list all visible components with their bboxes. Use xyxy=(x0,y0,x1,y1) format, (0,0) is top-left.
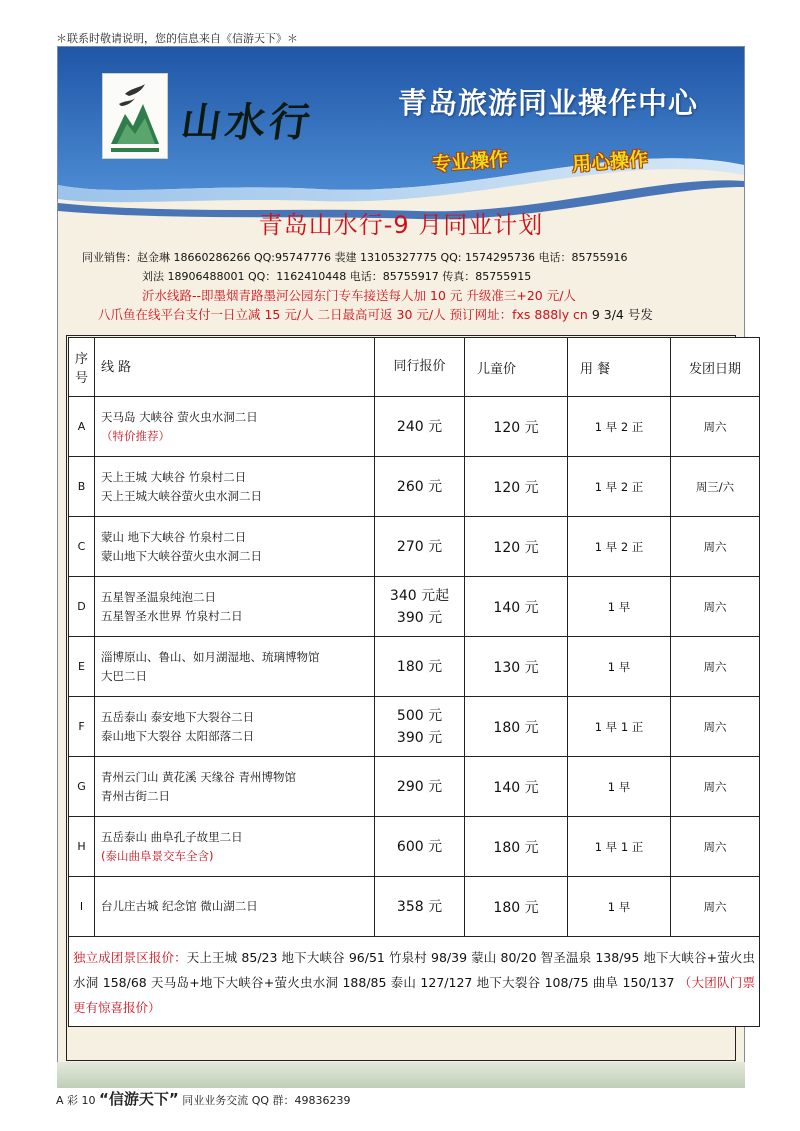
row-meal: 1 早 xyxy=(568,577,671,637)
row-route xyxy=(95,637,375,697)
row-date: 周六 xyxy=(671,397,760,457)
row-date: 周三/六 xyxy=(671,457,760,517)
row-price xyxy=(375,757,465,817)
price-line-1: 290 元 xyxy=(396,778,443,795)
slogan-dedicated: 用心操作 xyxy=(571,148,649,176)
table-header-row xyxy=(69,338,760,397)
row-route xyxy=(95,517,375,577)
row-date: 周六 xyxy=(671,757,760,817)
table-row xyxy=(69,817,760,877)
row-meal: 1 早 1 正 xyxy=(568,817,671,877)
bottom-stripe xyxy=(57,1062,745,1088)
price-line-1: 600 元 xyxy=(396,838,443,855)
row-price xyxy=(375,397,465,457)
header-child: 儿童价 xyxy=(465,338,568,397)
row-seq: H xyxy=(69,817,95,877)
row-price xyxy=(375,517,465,577)
row-meal: 1 早 2 正 xyxy=(568,457,671,517)
price-line-1: 180 元 xyxy=(396,658,443,675)
row-date: 周六 xyxy=(671,637,760,697)
row-price xyxy=(375,817,465,877)
row-price xyxy=(375,577,465,637)
price-line-1: 240 元 xyxy=(396,418,443,435)
table-row xyxy=(69,577,760,637)
table-row xyxy=(69,877,760,937)
row-price xyxy=(375,697,465,757)
route-line-2: 泰山地下大裂谷 太阳部落二日 xyxy=(101,728,255,743)
route-line-1: 五岳泰山 曲阜孔子故里二日 xyxy=(101,829,243,844)
row-meal: 1 早 1 正 xyxy=(568,697,671,757)
table-row xyxy=(69,397,760,457)
row-price xyxy=(375,877,465,937)
top-note: ＊联系时敬请说明，您的信息来自《信游天下》＊ xyxy=(56,32,298,45)
row-route xyxy=(95,457,375,517)
notice-line-1: 沂水线路--即墨烟青路墨河公园东门专车接送每人加 10 元 升级准三+20 元/人 xyxy=(142,288,576,303)
row-child-price: 140 元 xyxy=(465,577,568,637)
bottom-note-prefix: A 彩 10 xyxy=(56,1094,100,1107)
row-meal: 1 早 xyxy=(568,757,671,817)
header-route: 线 路 xyxy=(95,338,375,397)
row-route xyxy=(95,397,375,457)
row-route xyxy=(95,757,375,817)
notice-line-2-black: 9 3/4 号发 xyxy=(587,307,653,322)
notice-line-2 xyxy=(98,305,653,323)
header-date: 发团日期 xyxy=(671,338,760,397)
scenic-price-tail: （大团队门票更有惊喜报价） xyxy=(73,975,755,1015)
row-date: 周六 xyxy=(671,817,760,877)
row-seq: D xyxy=(69,577,95,637)
route-line-1: 天上王城 大峡谷 竹泉村二日 xyxy=(101,469,247,484)
header-price: 同行报价 xyxy=(375,338,465,397)
bottom-note-brand: “信游天下” xyxy=(99,1090,179,1108)
scenic-price-note xyxy=(69,937,760,1027)
route-line-1: 五岳泰山 泰安地下大裂谷二日 xyxy=(101,709,255,724)
table-row xyxy=(69,637,760,697)
contact-line-1: 同业销售：赵金琳 18660286266 QQ:95747776 裴建 13105327775 QQ: 1574295736 电话：85755916 xyxy=(82,251,628,264)
row-date: 周六 xyxy=(671,577,760,637)
price-line-1: 500 元 xyxy=(396,707,443,724)
row-price xyxy=(375,637,465,697)
row-child-price: 120 元 xyxy=(465,397,568,457)
route-line-2: 青州古街二日 xyxy=(101,788,170,803)
route-line-1: 台儿庄古城 纪念馆 微山湖二日 xyxy=(101,899,258,913)
route-line-2: (泰山曲阜景交车全含) xyxy=(101,848,214,863)
row-date: 周六 xyxy=(671,877,760,937)
header-meal: 用 餐 xyxy=(568,338,671,397)
route-line-1: 青州云门山 黄花溪 天缘谷 青州博物馆 xyxy=(101,769,296,784)
logo-emblem xyxy=(102,73,168,159)
route-table xyxy=(68,337,760,1027)
route-line-2: （特价推荐） xyxy=(101,428,170,443)
row-seq: C xyxy=(69,517,95,577)
route-line-2: 蒙山地下大峡谷萤火虫水洞二日 xyxy=(101,548,262,563)
plan-title: 青岛山水行-9 月同业计划 xyxy=(258,211,544,239)
bottom-note xyxy=(56,1088,351,1109)
price-line-1: 260 元 xyxy=(396,478,443,495)
route-line-1: 天马岛 大峡谷 萤火虫水洞二日 xyxy=(101,409,258,424)
row-meal: 1 早 xyxy=(568,877,671,937)
table-row xyxy=(69,457,760,517)
slogan-professional: 专业操作 xyxy=(431,148,509,176)
row-price xyxy=(375,457,465,517)
row-seq: A xyxy=(69,397,95,457)
row-date: 周六 xyxy=(671,517,760,577)
route-line-2: 天上王城大峡谷萤火虫水洞二日 xyxy=(101,488,262,503)
price-line-1: 270 元 xyxy=(396,538,443,555)
row-child-price: 130 元 xyxy=(465,637,568,697)
contact-line-2: 刘法 18906488001 QQ：1162410448 电话：85755917 传真：85755915 xyxy=(142,270,532,283)
bottom-note-suffix: 同业业务交流 QQ 群：49836239 xyxy=(178,1094,351,1107)
row-seq: F xyxy=(69,697,95,757)
row-date: 周六 xyxy=(671,697,760,757)
row-child-price: 180 元 xyxy=(465,817,568,877)
notice-line-2-red: 八爪鱼在线平台支付一日立减 15 元/人 二日最高可返 30 元/人 预订网址：fxs 888ly cn xyxy=(98,307,588,322)
price-line-2: 390 元 xyxy=(396,729,443,746)
route-line-2: 五星智圣水世界 竹泉村二日 xyxy=(101,608,243,623)
price-line-1: 340 元起 xyxy=(389,587,450,604)
row-seq: B xyxy=(69,457,95,517)
table-row xyxy=(69,757,760,817)
row-route xyxy=(95,697,375,757)
flyer-sheet xyxy=(57,46,755,1082)
row-route xyxy=(95,817,375,877)
row-child-price: 140 元 xyxy=(465,757,568,817)
row-route xyxy=(95,577,375,637)
row-child-price: 180 元 xyxy=(465,877,568,937)
row-meal: 1 早 2 正 xyxy=(568,397,671,457)
price-line-2: 390 元 xyxy=(396,609,443,626)
row-meal: 1 早 xyxy=(568,637,671,697)
logo-text: 山水行 xyxy=(178,99,317,146)
center-title: 青岛旅游同业操作中心 xyxy=(398,86,699,120)
route-line-1: 五星智圣温泉纯泡二日 xyxy=(101,589,216,604)
row-seq: E xyxy=(69,637,95,697)
row-route xyxy=(95,877,375,937)
route-line-1: 淄博原山、鲁山、如月湖湿地、琉璃博物馆 xyxy=(101,649,320,664)
table-row xyxy=(69,697,760,757)
route-line-1: 蒙山 地下大峡谷 竹泉村二日 xyxy=(101,529,247,544)
price-line-1: 358 元 xyxy=(396,898,443,915)
row-child-price: 180 元 xyxy=(465,697,568,757)
row-child-price: 120 元 xyxy=(465,457,568,517)
row-seq: G xyxy=(69,757,95,817)
scenic-price-body: 天上王城 85/23 地下大峡谷 96/51 竹泉村 98/39 蒙山 80/20 智圣温泉 138/95 地下大峡谷+萤火虫水洞 158/68 天马岛+地下大峡谷+萤火虫水洞 188/85 泰山 127/127 地下大裂谷 108/75 曲阜 150/137 xyxy=(73,950,755,990)
table-row xyxy=(69,517,760,577)
table-footer-row xyxy=(69,937,760,1027)
row-meal: 1 早 2 正 xyxy=(568,517,671,577)
row-child-price: 120 元 xyxy=(465,517,568,577)
route-line-2: 大巴二日 xyxy=(101,668,147,683)
header-seq: 序号 xyxy=(69,338,95,397)
row-seq: I xyxy=(69,877,95,937)
scenic-price-label: 独立成团景区报价： xyxy=(73,950,187,965)
